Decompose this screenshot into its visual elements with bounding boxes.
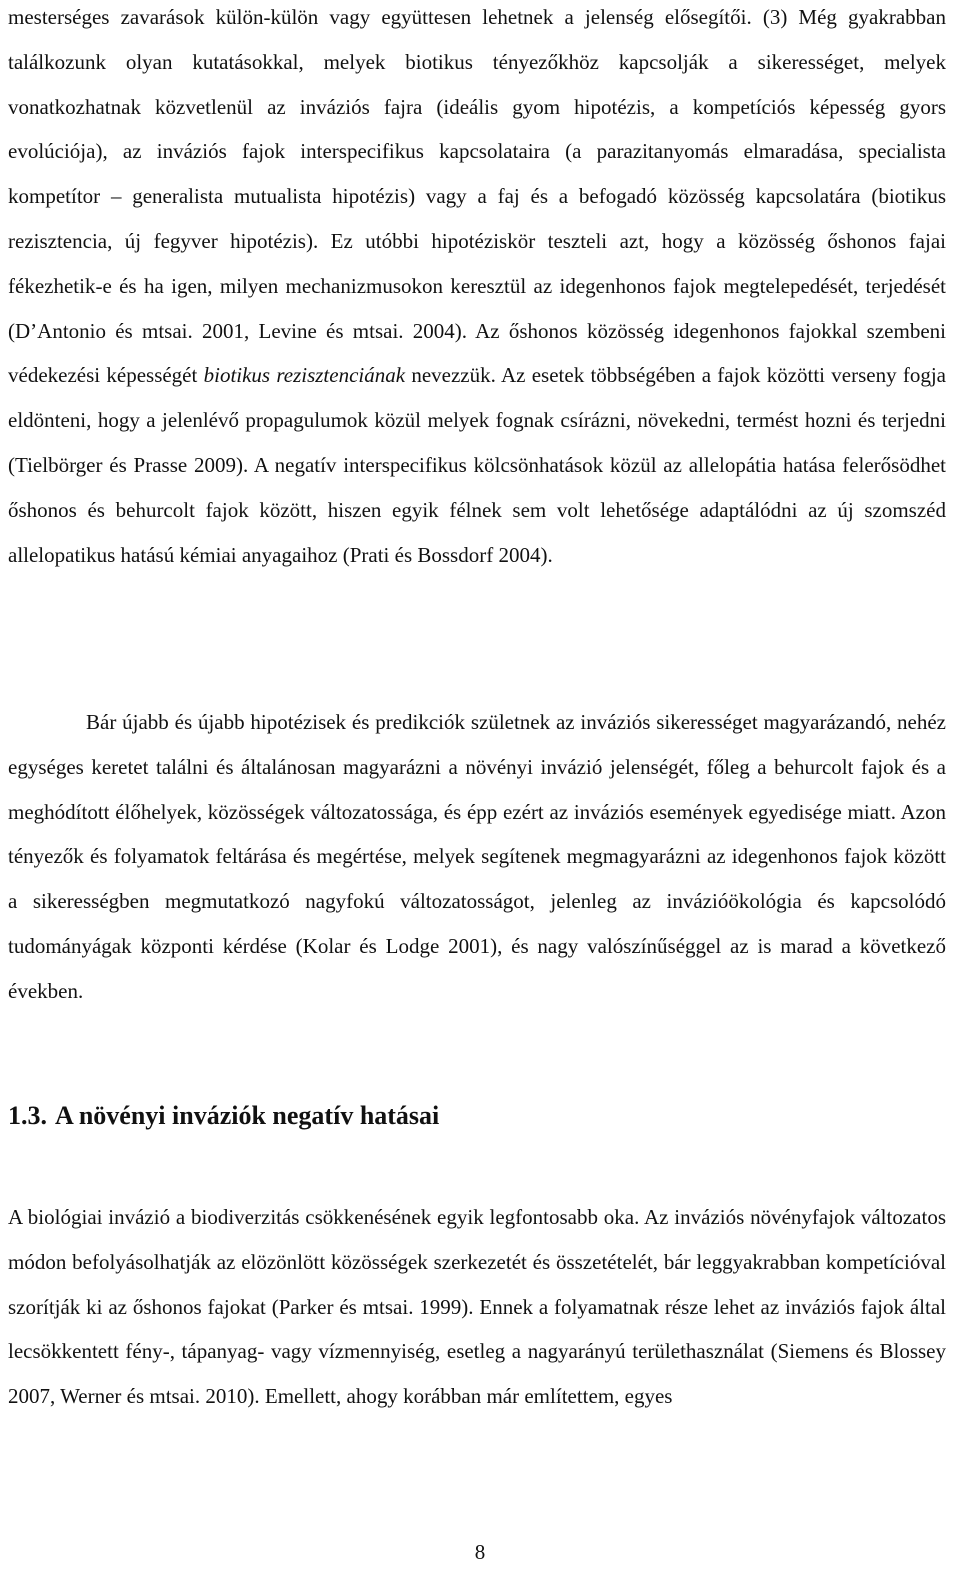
paragraph-text: mesterséges zavarások külön-külön vagy együttesen lehetnek a jelenség elősegítői. (3) Még gyakrabban találkozunk olyan kutatásokkal, melyek biotikus tényezőkhöz kapcsolják a sikerességet, melyek vonatkozhatnak közvetlenül az inváziós fajra (ideális gyom hipotézis, a kompetíciós képesség gyors evolúciója), az inváziós fajok interspecifikus kapcsolataira (a parazitanyomás elmaradása, specialista kompetítor – generalista mutualista hipotézis) vagy a faj és a befogadó közösség kapcsolatára (biotikus rezisztencia, új fegyver hipotézis). Ez utóbbi hipotéziskör teszteli azt, hogy a közösség őshonos fajai fékezhetik-e és ha igen, milyen mechanizmusokon keresztül az idegenhonos fajok megtelepedését, terjedését (D’Antonio és mtsai. 2001, Levine és mtsai. 2004). Az őshonos közösség idegenhonos fajokkal szembeni védekezési képességét: [8, 5, 946, 388]
section-heading: [8, 1101, 439, 1131]
paragraph-text: A biológiai invázió a biodiverzitás csökkenésének egyik legfontosabb oka. Az inváziós növényfajok változatos módon befolyásolhatják az elözönlött közösségek szerkezetét és összetételét, bár leggyakrabban kompetícióval szorítják ki az őshonos fajokat (Parker és mtsai. 1999). Ennek a folyamatnak része lehet az inváziós fajok által lecsökkentett fény-, tápanyag- vagy vízmennyiség, esetleg a nagyarányú területhasználat (Siemens és Blossey 2007, Werner és mtsai. 2010). Emellett, ahogy korábban már említettem, egyes: [8, 1205, 946, 1409]
page-number: 8: [474, 1540, 486, 1564]
italic-term: biotikus rezisztenciának: [203, 363, 406, 388]
section-number: 1.3.: [8, 1101, 47, 1130]
paragraph-hypotheses: [8, 700, 946, 1014]
paragraph-text: nevezzük. Az esetek többségében a fajok közötti verseny fogja eldönteni, hogy a jelenlévő propagulumok közül melyek fognak csírázni, növekedni, termést hozni és terjedni (Tielbörger és Prasse 2009). A negatív interspecifikus kölcsönhatások közül az allelopátia hatása felerősödhet őshonos és behurcolt fajok között, hiszen egyik félnek sem volt lehetősége adaptálódni az új szomszéd allelopatikus hatású kémiai anyagaihoz (Prati és Bossdorf 2004).: [8, 363, 946, 567]
paragraph-negative-effects: [8, 1195, 946, 1419]
section-title: A növényi inváziók negatív hatásai: [55, 1101, 440, 1130]
paragraph-text: Bár újabb és újabb hipotézisek és predikciók születnek az inváziós sikerességet magyarázandó, nehéz egységes keretet találni és általánosan magyarázni a növényi invázió jelenségét, főleg a behurcolt fajok és a meghódított élőhelyek, közösségek változatossága, és épp ezért az inváziós események egyedisége miatt. Azon tényezők és folyamatok feltárása és megértése, melyek segítenek megmagyarázni az idegenhonos fajok között a sikerességben megmutatkozó nagyfokú változatosságot, jelenleg az invázióökológia és kapcsolódó tudományágak központi kérdése (Kolar és Lodge 2001), és nagy valószínűséggel az is marad a következő években.: [8, 710, 946, 1003]
paragraph-biotic-factors: [8, 0, 946, 577]
